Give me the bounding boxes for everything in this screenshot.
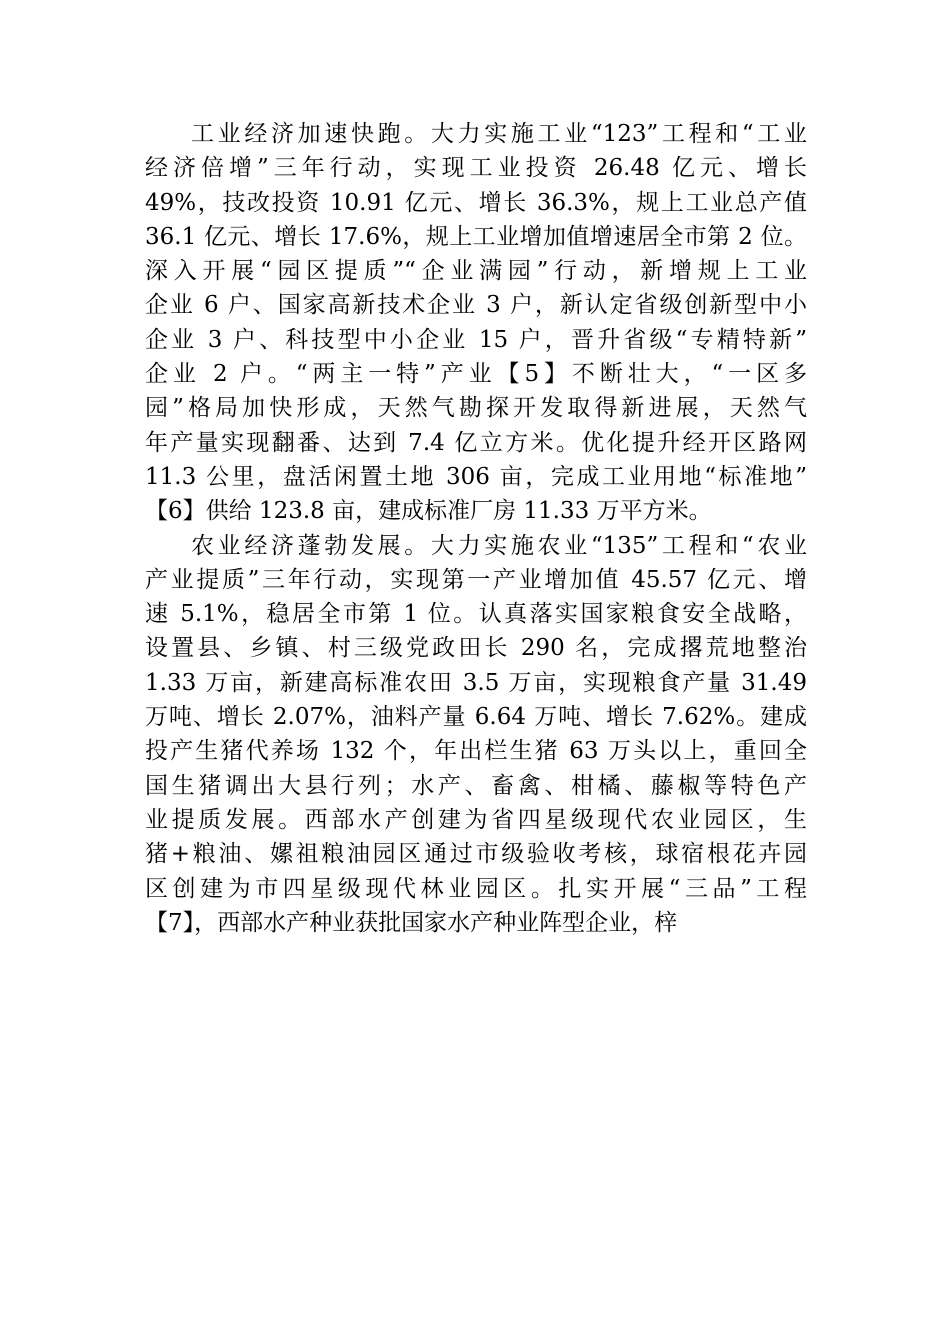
text-line: 投产生猪代养场 132 个，年出栏生猪 63 万头以上，重回全 bbox=[145, 738, 807, 765]
text-line: 【7】，西部水产种业获批国家水产种业阵型企业，梓 bbox=[145, 909, 678, 936]
text-line: 农业经济蓬勃发展。大力实施农业“135”工程和“农业 bbox=[191, 532, 807, 559]
text-line: 业提质发展。西部水产创建为省四星级现代农业园区，生 bbox=[145, 806, 807, 833]
text-line: 产业提质”三年行动，实现第一产业增加值 45.57 亿元、增 bbox=[145, 566, 807, 593]
text-line: 国生猪调出大县行列；水产、畜禽、柑橘、藤椒等特色产 bbox=[145, 772, 807, 799]
text-line: 企业 6 户、国家高新技术企业 3 户，新认定省级创新型中小 bbox=[145, 292, 807, 319]
text-line: 企业 2 户。“两主一特”产业【5】不断壮大，“一区多 bbox=[145, 361, 807, 388]
text-line: 49%，技改投资 10.91 亿元、增长 36.3%，规上工业总产值 bbox=[145, 189, 807, 216]
text-line: 万吨、增长 2.07%，油料产量 6.64 万吨、增长 7.62%。建成 bbox=[145, 704, 807, 731]
document-body bbox=[145, 117, 807, 940]
text-line: 11.3 公里，盘活闲置土地 306 亩，完成工业用地“标准地” bbox=[145, 463, 807, 490]
text-line: 深入开展“园区提质”“企业满园”行动，新增规上工业 bbox=[145, 258, 807, 285]
text-line: 企业 3 户、科技型中小企业 15 户，晋升省级“专精特新” bbox=[145, 326, 807, 353]
text-line: 年产量实现翻番、达到 7.4 亿立方米。优化提升经开区路网 bbox=[145, 429, 807, 456]
paragraph-industrial-economy bbox=[145, 117, 807, 529]
text-line: 1.33 万亩，新建高标准农田 3.5 万亩，实现粮食产量 31.49 bbox=[145, 669, 807, 696]
text-line: 36.1 亿元、增长 17.6%，规上工业增加值增速居全市第 2 位。 bbox=[145, 223, 807, 250]
text-line: 【6】供给 123.8 亩，建成标准厂房 11.33 万平方米。 bbox=[145, 498, 712, 525]
text-line: 设置县、乡镇、村三级党政田长 290 名，完成撂荒地整治 bbox=[145, 635, 807, 662]
text-line: 速 5.1%，稳居全市第 1 位。认真落实国家粮食安全战略， bbox=[145, 601, 807, 628]
text-line: 园”格局加快形成，天然气勘探开发取得新进展，天然气 bbox=[145, 395, 807, 422]
text-line: 经济倍增”三年行动，实现工业投资 26.48 亿元、增长 bbox=[145, 155, 807, 182]
paragraph-agricultural-economy bbox=[145, 529, 807, 941]
text-line: 猪+粮油、嫘祖粮油园区通过市级验收考核，球宿根花卉园 bbox=[145, 841, 807, 868]
text-line: 工业经济加速快跑。大力实施工业“123”工程和“工业 bbox=[191, 121, 807, 147]
text-line: 区创建为市四星级现代林业园区。扎实开展“三品”工程 bbox=[145, 875, 807, 902]
